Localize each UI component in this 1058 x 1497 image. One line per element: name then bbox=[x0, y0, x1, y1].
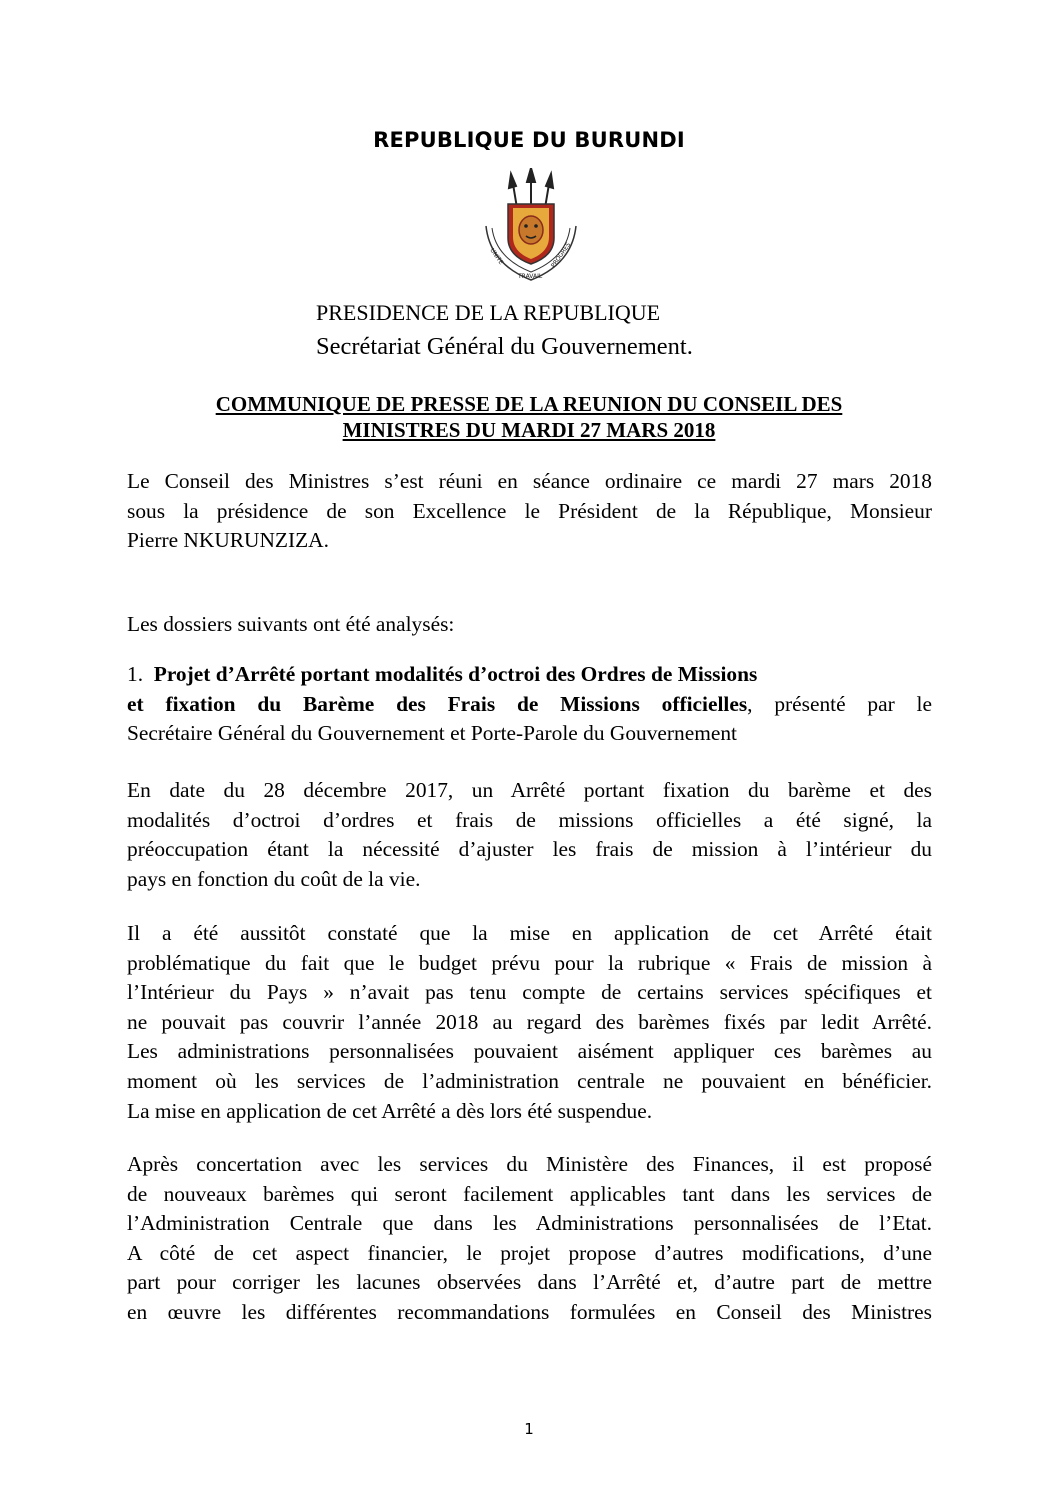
paragraph-3-line: Après concertation avec les services du Ministère des Finances, il est proposé bbox=[127, 1152, 932, 1176]
dossiers-intro-text: Les dossiers suivants ont été analysés: bbox=[127, 612, 455, 636]
paragraph-3-line: A côté de cet aspect financier, le projet propose d’autres modifications, d’une bbox=[127, 1240, 932, 1265]
title-line-1: COMMUNIQUE DE PRESSE DE LA REUNION DU CONSEIL DES bbox=[215, 392, 843, 416]
paragraph-1-line: En date du 28 décembre 2017, un Arrêté portant fixation du barème et des bbox=[127, 778, 932, 802]
intro-line-2: sous la présidence de son Excellence le Président de la République, Monsieur bbox=[127, 498, 932, 523]
intro-line-3: Pierre NKURUNZIZA. bbox=[127, 528, 329, 553]
paragraph-3-line: en œuvre les différentes recommandations formulées en Conseil des Ministres bbox=[127, 1299, 932, 1324]
paragraph-2-line: Il a été aussitôt constaté que la mise en application de cet Arrêté était bbox=[127, 921, 932, 945]
paragraph-2-line: l’Intérieur du Pays » n’avait pas tenu compte de certains services spécifiques et bbox=[127, 980, 932, 1005]
paragraph-3-line: de nouveaux barèmes qui seront facilement applicables tant dans les services de bbox=[127, 1181, 932, 1206]
item-1-bold-line-1: Projet d’Arrêté portant modalités d’octroi des Ordres de Missions bbox=[153, 662, 758, 686]
paragraph-1-line: pays en fonction du coût de la vie. bbox=[127, 866, 421, 891]
burundi-coat-of-arms-icon bbox=[476, 168, 586, 286]
item-1-rest-line-2: , présenté par le bbox=[747, 691, 932, 716]
presidence-heading: PRESIDENCE DE LA REPUBLIQUE bbox=[316, 300, 661, 325]
item-1-bold-line-2: et fixation du Barème des Frais de Missions officielles bbox=[127, 691, 748, 716]
item-1-heading bbox=[127, 660, 932, 749]
intro-line-1: Le Conseil des Ministres s’est réuni en séance ordinaire ce mardi 27 mars 2018 bbox=[127, 469, 932, 493]
paragraph-1-line: modalités d’octroi d’ordres et frais de missions officielles a été signé, la bbox=[127, 807, 932, 832]
item-1-line-3: Secrétaire Général du Gouvernement et Porte-Parole du Gouvernement bbox=[127, 721, 737, 746]
intro-paragraph bbox=[127, 467, 932, 556]
paragraph-1 bbox=[127, 776, 932, 894]
country-heading: REPUBLIQUE DU BURUNDI bbox=[373, 128, 685, 152]
item-1-number: 1. bbox=[127, 662, 144, 686]
paragraph-3 bbox=[127, 1150, 932, 1328]
paragraph-2-line: Les administrations personnalisées pouvaient aisément appliquer ces barèmes au bbox=[127, 1039, 932, 1064]
secretariat-heading: Secrétariat Général du Gouvernement. bbox=[316, 333, 693, 360]
paragraph-2-line: moment où les services de l’administration centrale ne pouvaient en bénéficier. bbox=[127, 1068, 932, 1093]
paragraph-2-line: ne pouvait pas couvrir l’année 2018 au regard des barèmes fixés par ledit Arrêté. bbox=[127, 1009, 932, 1034]
paragraph-1-line: préoccupation étant la nécessité d’ajuster les frais de mission à l’intérieur du bbox=[127, 837, 932, 862]
paragraph-3-line: l’Administration Centrale que dans les Administrations personnalisées de l’Etat. bbox=[127, 1211, 932, 1236]
item-1-line-1 bbox=[127, 660, 932, 690]
motto-travail: TRAVAIL bbox=[518, 273, 543, 280]
paragraph-2-line: La mise en application de cet Arrêté a dès lors été suspendue. bbox=[127, 1098, 653, 1123]
paragraph-2-line: problématique du fait que le budget prévu pour la rubrique « Frais de mission à bbox=[127, 950, 932, 975]
title-line-2: MINISTRES DU MARDI 27 MARS 2018 bbox=[342, 418, 716, 442]
motto-unite: UNITE bbox=[488, 247, 505, 266]
item-1-line-2 bbox=[127, 690, 932, 720]
motto-progres: PROGRES bbox=[549, 241, 573, 270]
page-number: 1 bbox=[524, 1420, 534, 1438]
dossiers-intro bbox=[127, 610, 932, 640]
paragraph-3-line: part pour corriger les lacunes observées dans l’Arrêté et, d’autre part de mettre bbox=[127, 1270, 932, 1295]
communique-title bbox=[130, 391, 928, 443]
paragraph-2 bbox=[127, 919, 932, 1126]
